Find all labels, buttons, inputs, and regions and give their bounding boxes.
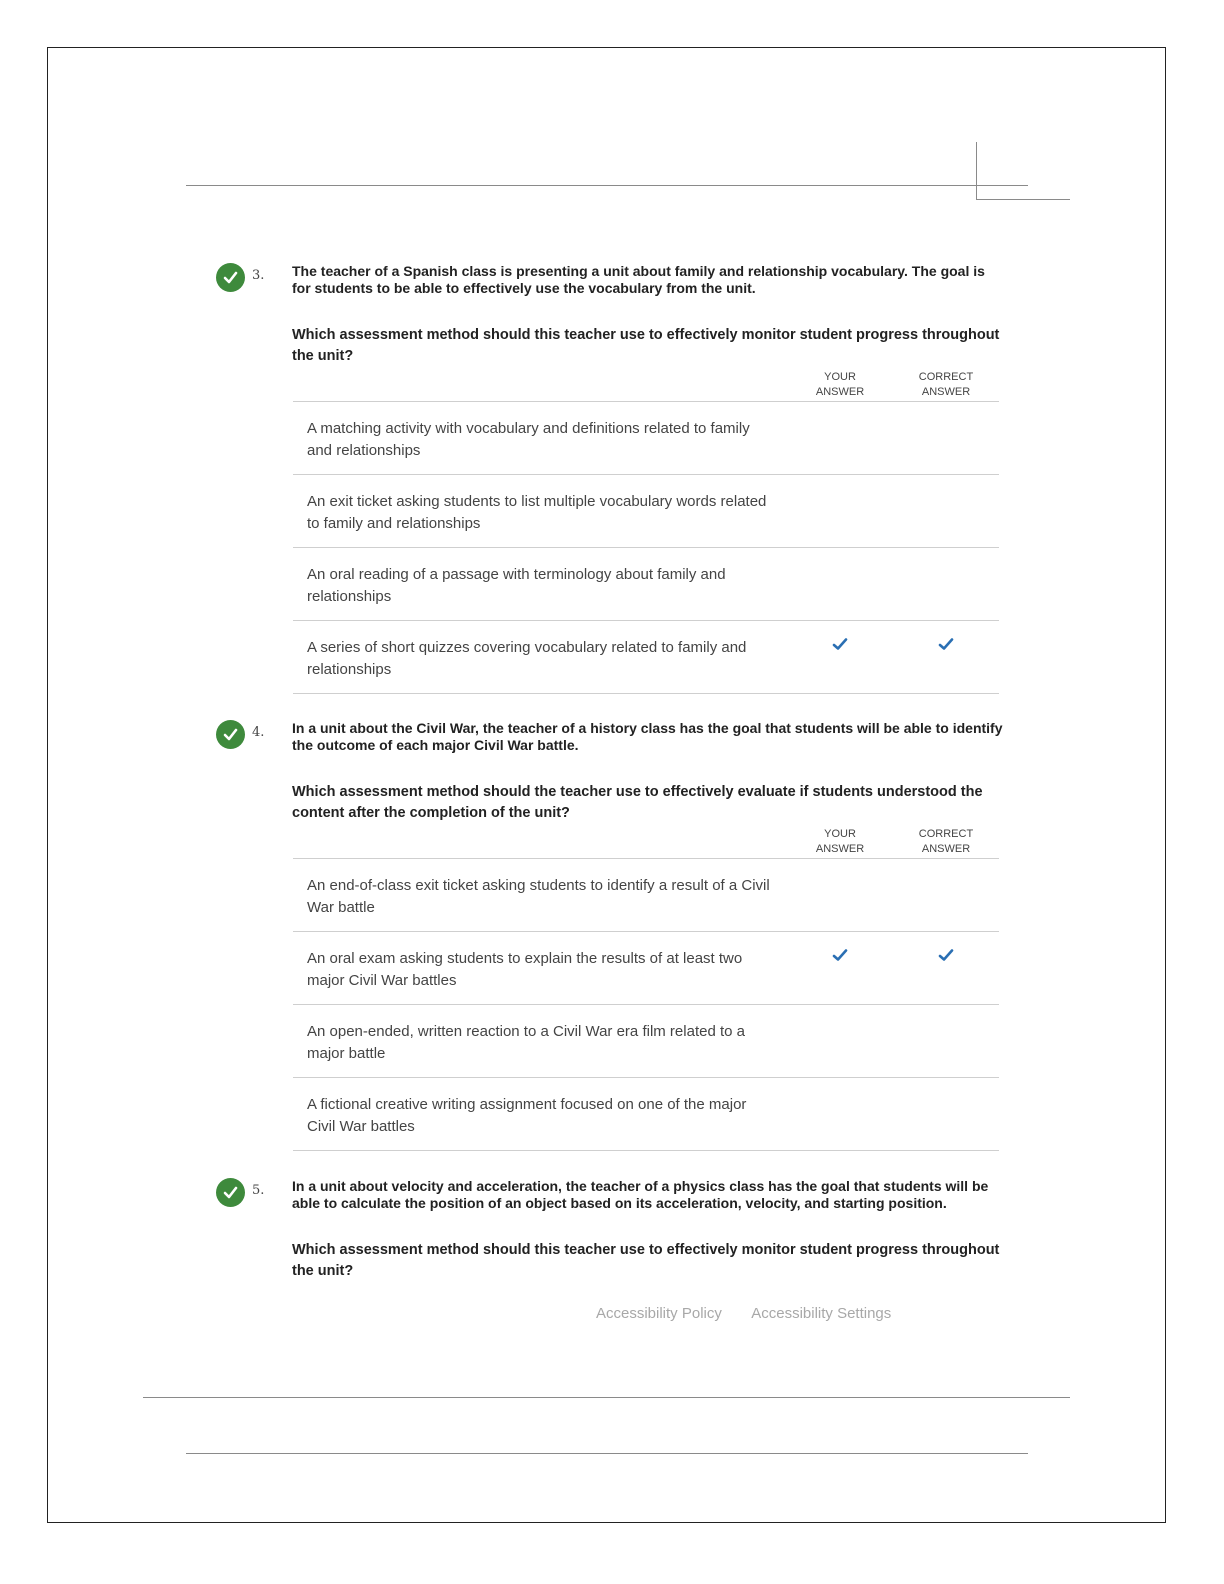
question-3 xyxy=(216,263,1006,694)
answer-option-text: An open-ended, written reaction to a Civil War era film related to a major battle xyxy=(307,1023,745,1062)
answer-table-header xyxy=(293,827,999,859)
question-stem: In a unit about the Civil War, the teacher of a history class has the goal that students will be able to identify the outcome of each major Civil War battle. xyxy=(292,720,1003,753)
correct-answer-column-header: CORRECT ANSWER xyxy=(918,828,974,855)
answer-table xyxy=(293,827,999,1151)
check-circle-icon xyxy=(216,263,245,292)
answer-option xyxy=(293,1078,999,1151)
question-prompt: Which assessment method should this teacher use to effectively monitor student progress throughout the unit? xyxy=(292,1242,1000,1279)
your-answer-checkmark-icon xyxy=(832,637,848,651)
answer-option xyxy=(293,402,999,475)
your-answer-checkmark-icon xyxy=(832,948,848,962)
answer-option xyxy=(293,548,999,621)
answer-option-text: A series of short quizzes covering vocabulary related to family and relationships xyxy=(307,639,747,678)
answer-option xyxy=(293,1005,999,1078)
answer-option-text: An end-of-class exit ticket asking students to identify a result of a Civil War battle xyxy=(307,877,770,916)
correct-answer-checkmark-icon xyxy=(938,948,954,962)
answer-table-header xyxy=(293,370,999,402)
question-number: 3. xyxy=(252,268,265,283)
your-answer-column-header: YOUR ANSWER xyxy=(815,828,865,855)
question-number: 4. xyxy=(252,725,265,740)
accessibility-settings-link[interactable]: Accessibility Settings xyxy=(751,1305,892,1322)
footer-rule-upper xyxy=(143,1397,1070,1398)
answer-option xyxy=(293,932,999,1005)
top-rule xyxy=(186,185,1028,186)
corner-mark-vertical xyxy=(976,142,977,200)
correct-answer-column-header: CORRECT ANSWER xyxy=(918,371,974,398)
footer-rule-lower xyxy=(186,1453,1028,1454)
correct-answer-checkmark-icon xyxy=(938,637,954,651)
answer-option-text: An oral reading of a passage with terminology about family and relationships xyxy=(307,566,726,605)
footer-links xyxy=(596,1305,917,1322)
answer-option xyxy=(293,621,999,694)
answer-option-text: A fictional creative writing assignment focused on one of the major Civil War battles xyxy=(307,1096,747,1135)
question-prompt: Which assessment method should this teacher use to effectively monitor student progress throughout the unit? xyxy=(292,327,1000,364)
answer-option-text: An oral exam asking students to explain the results of at least two major Civil War battles xyxy=(307,950,743,989)
answer-option xyxy=(293,475,999,548)
question-prompt: Which assessment method should the teacher use to effectively evaluate if students understood the content after the completion of the unit? xyxy=(292,784,983,821)
accessibility-policy-link[interactable]: Accessibility Policy xyxy=(596,1305,722,1322)
corner-mark-horizontal xyxy=(976,199,1070,200)
question-number: 5. xyxy=(252,1183,265,1198)
check-circle-icon xyxy=(216,1178,245,1207)
question-5 xyxy=(216,1178,1006,1282)
question-stem: In a unit about velocity and acceleration, the teacher of a physics class has the goal that students will be able to calculate the position of an object based on its acceleration, velocity, and starting position. xyxy=(292,1178,989,1211)
answer-option-text: A matching activity with vocabulary and definitions related to family and relationships xyxy=(307,420,750,459)
check-circle-icon xyxy=(216,720,245,749)
your-answer-column-header: YOUR ANSWER xyxy=(815,371,865,398)
answer-option xyxy=(293,859,999,932)
answer-option-text: An exit ticket asking students to list multiple vocabulary words related to family and relationships xyxy=(307,493,767,532)
question-4 xyxy=(216,720,1006,1151)
answer-table xyxy=(293,370,999,694)
question-stem: The teacher of a Spanish class is presenting a unit about family and relationship vocabulary. The goal is for students to be able to effectively use the vocabulary from the unit. xyxy=(292,263,985,296)
